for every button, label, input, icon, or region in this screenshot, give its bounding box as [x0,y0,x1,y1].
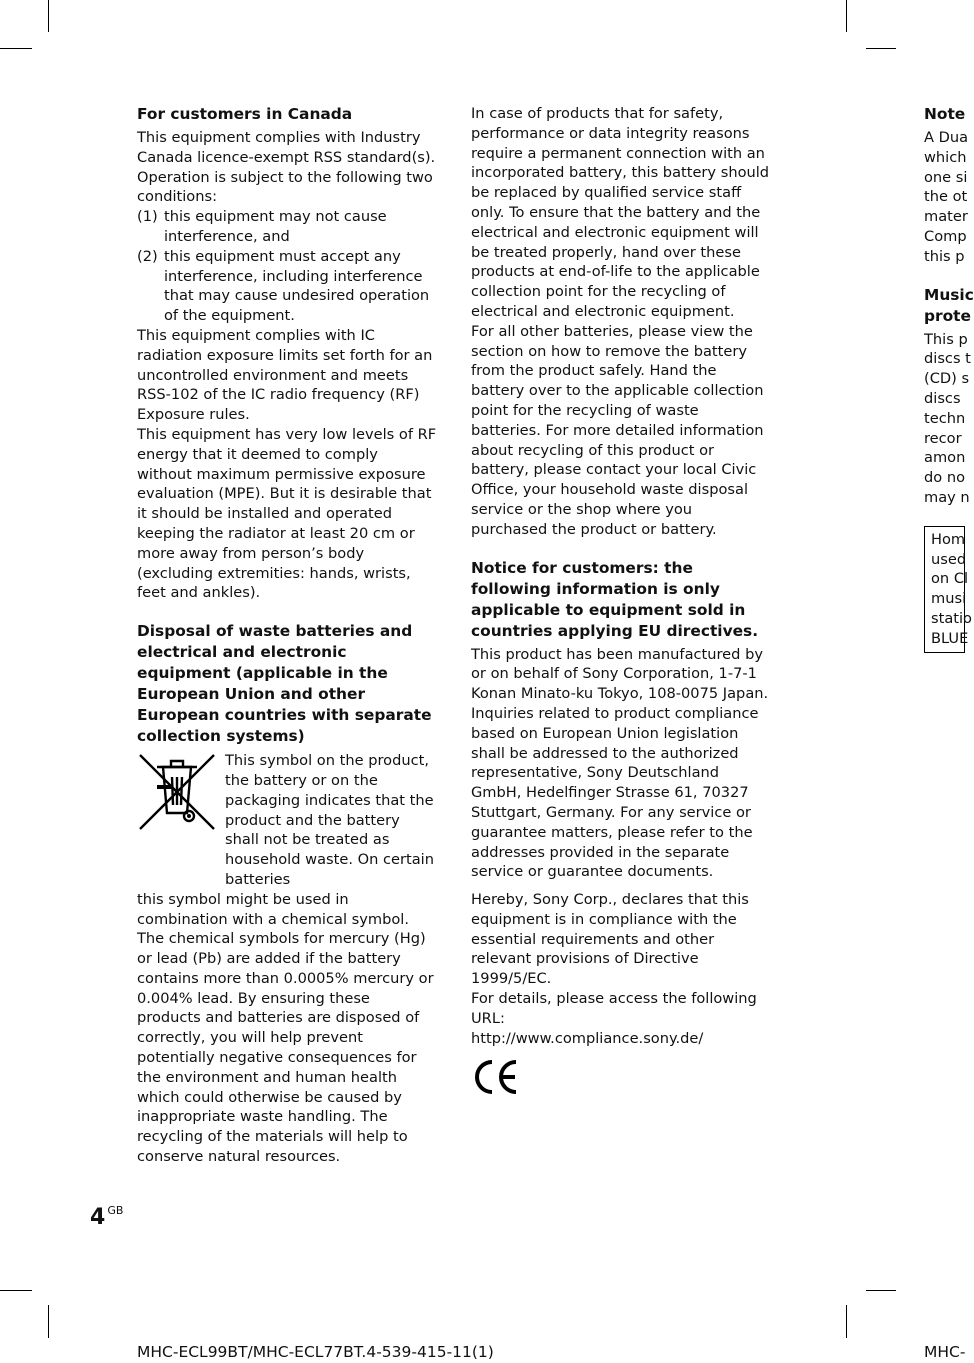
music-line: techn [924,409,966,427]
ce-mark-icon [471,1058,771,1102]
page-language-code: GB [107,1204,124,1217]
eu-notice-heading: Notice for customers: the following information is only applicable to equipment sold in countries applying EU directives. [471,558,759,640]
ic-exposure-text: This equipment complies with IC radiation exposure limits set forth for an uncontrolled environment and meets RSS-102 of the IC radio frequency (RF) Exposure rules. [137,326,433,424]
note-line: Comp [924,227,967,245]
crop-mark [0,1290,32,1291]
footer-model-code: MHC-ECL99BT/MHC-ECL77BT.4-539-415-11(1) [137,1343,494,1361]
note-line: A Dua [924,129,969,146]
list-item [137,207,437,247]
box-line: musi [931,590,967,608]
note-line: which [924,148,967,166]
manufacturer-text: This product has been manufactured by or on behalf of Sony Corporation, 1-7-1 Konan Minato-ku Tokyo, 108-0075 Japan. Inquiries related to product compliance based on European Union legislation shall be addressed to the authorized representative, Sony Deutschland GmbH, Hedelfinger Strasse 61, 70327 Stuttgart, Germany. For any service or guarantee matters, please refer to the addresses provided in the separate service or guarantee documents. [471,645,769,881]
crop-mark [846,0,847,32]
disposal-text: this symbol might be used in combination with a chemical symbol. The chemical symbols for mercury (Hg) or lead (Pb) are added if the battery contains more than 0.0005% mercury or 0.004% lead. By ensuring these products and batteries are disposed of correctly, you will help prevent potentially negative consequences for the environment and human health which could otherwise be caused by inappropriate waste handling. The recycling of the materials will help to conserve natural resources. [137,890,434,1166]
box-line: Hom [931,530,966,548]
footer-model-code-right: MHC- [924,1343,966,1361]
crop-mark [866,48,896,49]
weee-symbol-block [137,751,437,890]
conditions-list [137,207,437,326]
disposal-heading: Disposal of waste batteries and electrical and electronic equipment (applicable in the European Union and other European countries with separate collection systems) [137,622,432,746]
music-line: amon [924,449,966,467]
declaration-text: Hereby, Sony Corp., declares that this equipment is in compliance with the essential requirements and other relevant provisions of Directive 1999/5/EC. [471,891,749,988]
column-middle [471,104,771,1102]
weee-symbol-text: This symbol on the product, the battery or on the packaging indicates that the product and the battery shall not be treated as household waste. On certain batteries [225,752,434,888]
crop-mark [48,1305,49,1338]
page-number-value: 4 [90,1205,106,1230]
music-line: discs [924,389,961,407]
box-line: statio [931,609,972,627]
note-line: this p [924,247,965,265]
battery-permanent-text: In case of products that for safety, performance or data integrity reasons require a permanent connection with an incorporated battery, this battery should be replaced by qualified service staff only. To ensure that the battery and the electrical and electronic equipment will be treated properly, hand over these products at end-of-life to the applicable collection point for the recycling of electrical and electronic equipment. [471,105,770,320]
crop-mark [866,1290,896,1291]
crossed-bin-icon [137,751,221,890]
crop-mark [0,48,32,49]
music-heading: Music [924,285,974,304]
condition-text: this equipment must accept any interference, including interference that may cause undesired operation of the equipment. [164,247,430,325]
box-line: on Cl [931,570,969,588]
battery-other-text: For all other batteries, please view the section on how to remove the battery from the product safely. Hand the battery over to the applicable collection point for the recycling of waste batteries. For more detailed information about recycling of this product or battery, please contact your local Civic Office, your household waste disposal service or the shop where you purchased the product or battery. [471,322,764,538]
column-left [137,104,437,1167]
music-line: may n [924,488,970,506]
column-right [924,104,974,653]
music-heading: prote [924,306,971,325]
list-item [137,247,437,326]
crop-mark [48,0,49,32]
page-number [90,1204,123,1230]
note-box [924,526,972,653]
crop-mark [846,1305,847,1338]
canada-heading: For customers in Canada [137,105,353,123]
music-line: discs t [924,350,971,368]
box-line: BLUE [931,629,969,647]
details-text: For details, please access the following URL: [471,990,757,1027]
rf-energy-text: This equipment has very low levels of RF energy that it deemed to comply without maximum permissive exposure evaluation (MPE). But it is desirable that it should be installed and operated keeping the radiator at least 20 cm or more away from person’s body (excluding extremities: hands, wrists, feet and ankles). [137,425,437,602]
note-line: mater [924,208,968,226]
condition-text: this equipment may not cause interference, and [164,208,387,245]
canada-intro: This equipment complies with Industry Canada licence-exempt RSS standard(s). Operation is subject to the following two conditions: [137,129,436,206]
note-line: one si [924,168,968,186]
note-line: the ot [924,188,968,206]
music-line: (CD) s [924,370,970,388]
condition-number: (1) [137,208,158,226]
box-line: used [931,550,967,568]
note-heading: Note [924,105,966,123]
condition-number: (2) [137,247,158,265]
music-line: recor [924,429,962,447]
compliance-url: http://www.compliance.sony.de/ [471,1029,704,1047]
music-line: This p [924,330,968,348]
music-line: do no [924,469,966,487]
